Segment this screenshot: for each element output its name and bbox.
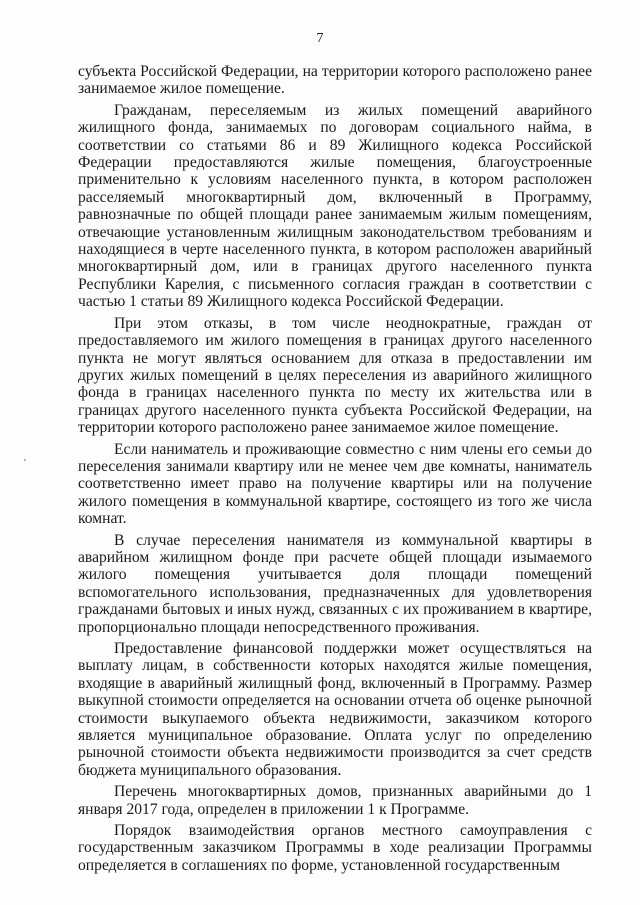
page-number: 7 bbox=[316, 31, 324, 46]
paragraph-tenant-rooms: Если наниматель и проживающие совместно с ним члены его семьи до переселения занимали квартиру или не менее чем две комнаты, наниматель соответственно имеет право на получение квартиры или на получение жилого помещения в коммунальной квартире, состоящего из того же числа комнат. bbox=[78, 440, 592, 528]
paragraph-interaction-order: Порядок взаимодействия органов местного самоуправления с государственным заказчиком Программы в ходе реализации Программы определяется в соглашениях по форме, установленной государственным bbox=[78, 822, 592, 874]
paragraph-resettlement-social-rent: Гражданам, переселяемым из жилых помещений аварийного жилищного фонда, занимаемых по договорам социального найма, в соответствии со статьями 86 и 89 Жилищного кодекса Российской Федерации предоставляются жилые помещения, благоустроенные применительно к условиям населенного пункта, в котором расположен расселяемый многоквартирный дом, включенный в Программу, равнозначные по общей площади ранее занимаемым жилым помещениям, отвечающие установленным жилищным законодательством требованиям и находящиеся в черте населенного пункта, в котором расположен аварийный многоквартирный дом, или в границах другого населенного пункта Республики Карелия, с письменного согласия граждан в соответствии с частью 1 статьи 89 Жилищного кодекса Российской Федерации. bbox=[78, 101, 592, 311]
margin-mark: ' bbox=[24, 458, 26, 469]
paragraph-refusals: При этом отказы, в том числе неоднократные, граждан от предоставляемого им жилого помещения в границах другого населенного пункта не могут являться основанием для отказа в предоставлении им других жилых помещений в целях переселения из аварийного жилищного фонда в границах населенного пункта по месту их жительства или в границах другого населенного пункта субъекта Российской Федерации, на территории которого расположено ранее занимаемое жилое помещение. bbox=[78, 314, 592, 437]
paragraph-financial-support: Предоставление финансовой поддержки может осуществляться на выплату лицам, в собственности которых находятся жилые помещения, входящие в аварийный жилищный фонд, включенный в Программу. Размер выкупной стоимости определяется на основании отчета об оценке рыночной стоимости выкупаемого объекта недвижимости, заказчиком которого является муниципальное образование. Оплата услуг по определению рыночной стоимости объекта недвижимости производится за счет средств бюджета муниципального образования. bbox=[78, 640, 592, 779]
paragraph-continuation: субъекта Российской Федерации, на территории которого расположено ранее занимаемое жилое помещение. bbox=[78, 63, 592, 98]
paragraph-building-list: Перечень многоквартирных домов, признанных аварийными до 1 января 2017 года, определен в приложении 1 к Программе. bbox=[78, 783, 592, 818]
document-body bbox=[78, 63, 592, 878]
paragraph-communal-apartment: В случае переселения нанимателя из коммунальной квартиры в аварийном жилищном фонде при расчете общей площади изымаемого жилого помещения учитывается доля площади помещений вспомогательного использования, предназначенных для удовлетворения гражданами бытовых и иных нужд, связанных с их проживанием в квартире, пропорционально площади непосредственного проживания. bbox=[78, 531, 592, 636]
